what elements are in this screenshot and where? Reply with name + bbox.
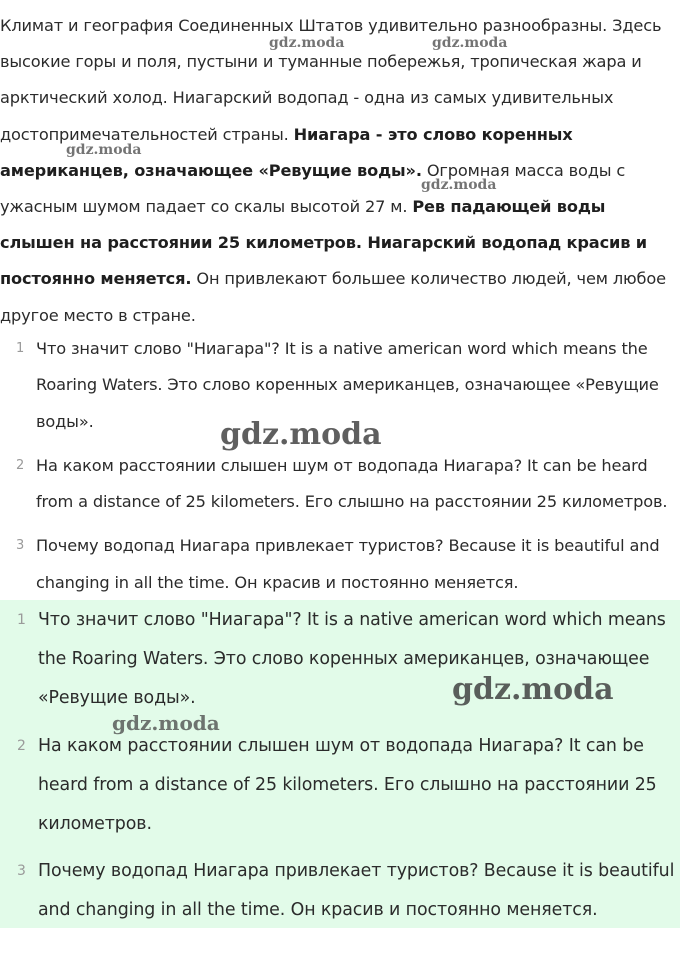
- question-number: 3: [16, 538, 25, 554]
- question-number: 2: [16, 457, 25, 473]
- intro-text-2: Огромная масса воды с ужасным шумом падает со скалы высотой 27 м.: [0, 160, 626, 217]
- question-item: [0, 331, 676, 440]
- answer-list: [0, 601, 680, 939]
- intro-paragraph: [0, 8, 672, 334]
- watermark: gdz.moda: [452, 672, 614, 707]
- answer-item: [0, 852, 676, 930]
- watermark: gdz.moda: [269, 35, 345, 51]
- watermark: gdz.moda: [112, 711, 220, 735]
- watermark: gdz.moda: [220, 417, 382, 452]
- watermark: gdz.moda: [66, 142, 142, 158]
- intro-text-3: Он привлекают большее количество людей, чем любое другое место в стране.: [0, 269, 666, 325]
- watermark: gdz.moda: [432, 35, 508, 51]
- watermark: gdz.moda: [421, 177, 497, 193]
- answer-item: [0, 727, 676, 845]
- question-text: Что значит слово "Ниагара"? It is a native american word which means the Roaring Waters. Это слово коренных американцев, означающее «Ревущие воды».: [36, 339, 659, 431]
- intro-bold-2: Рев падающей воды слышен на расстоянии 25 километров. Ниагарский водопад красив и постоянно меняется.: [0, 197, 647, 289]
- answer-number: 3: [17, 863, 26, 880]
- intro-text-1: Климат и география Соединенных Штатов удивительно разнообразны. Здесь высокие горы и поля, пустыни и туманные побережья, тропическая жара и арктический холод. Ниагарский водопад - одна из самых удивительных достопримечательностей страны.: [0, 16, 662, 144]
- question-text: Почему водопад Ниагара привлекает туристов? Because it is beautiful and changing in all the time. Он красив и постоянно меняется.: [36, 536, 660, 592]
- answer-text: Почему водопад Ниагара привлекает туристов? Because it is beautiful and changing in all the time. Он красив и постоянно меняется.: [38, 861, 675, 921]
- answer-number: 2: [17, 737, 26, 754]
- question-number: 1: [16, 341, 25, 356]
- question-text: На каком расстоянии слышен шум от водопада Ниагара? It can be heard from a distance of 25 kilometers. Его слышно на расстоянии 25 километров.: [36, 455, 668, 512]
- intro-bold-1: Ниагара - это слово коренных американцев, означающее «Ревущие воды».: [0, 124, 573, 180]
- question-item: [0, 448, 676, 521]
- question-list: [0, 331, 680, 609]
- answer-item: [0, 601, 676, 719]
- answer-text: Что значит слово "Ниагара"? It is a native american word which means the Roaring Waters. Это слово коренных американцев, означающее «Ревущие воды».: [38, 610, 666, 709]
- answer-number: 1: [17, 612, 26, 628]
- answer-text: На каком расстоянии слышен шум от водопада Ниагара? It can be heard from a distance of 25 kilometers. Его слышно на расстоянии 25 километров.: [38, 735, 657, 835]
- question-item: [0, 528, 676, 601]
